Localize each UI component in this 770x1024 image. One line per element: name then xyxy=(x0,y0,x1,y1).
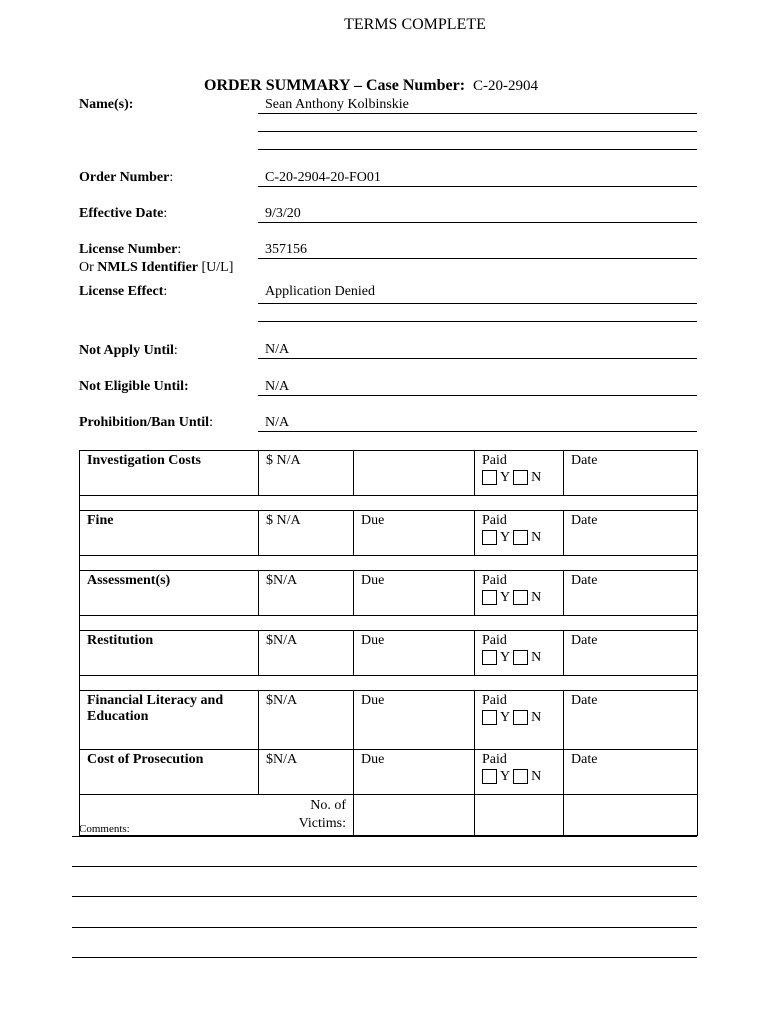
paid-yes-checkbox[interactable] xyxy=(482,769,497,784)
paid-no-checkbox[interactable] xyxy=(513,710,528,725)
row-date: Date xyxy=(564,571,698,616)
paid-no-checkbox[interactable] xyxy=(513,470,528,485)
table-spacer-row xyxy=(80,676,698,691)
paid-no-label: N xyxy=(531,769,542,784)
paid-yes-label: Y xyxy=(500,769,510,784)
table-spacer-row xyxy=(80,556,698,571)
table-row xyxy=(80,451,698,496)
row-due: Due xyxy=(354,631,475,676)
paid-no-label: N xyxy=(531,710,542,725)
financial-table xyxy=(79,450,698,836)
not-apply-label: Not Apply Until: xyxy=(79,343,178,358)
paid-options xyxy=(482,650,556,666)
row-paid xyxy=(475,451,564,496)
row-paid xyxy=(475,571,564,616)
row-name: Fine xyxy=(80,511,259,556)
row-amount: $N/A xyxy=(259,750,354,795)
paid-no-checkbox[interactable] xyxy=(513,590,528,605)
victims-empty-cell xyxy=(475,795,564,836)
paid-no-label: N xyxy=(531,590,542,605)
paid-no-label: N xyxy=(531,530,542,545)
table-row xyxy=(80,511,698,556)
paid-options xyxy=(482,470,556,486)
paid-yes-label: Y xyxy=(500,530,510,545)
paid-no-label: N xyxy=(531,650,542,665)
paid-label: Paid xyxy=(482,573,507,588)
comments-label: Comments: xyxy=(79,823,130,835)
comments-line-5[interactable] xyxy=(72,957,697,958)
row-name: Investigation Costs xyxy=(80,451,259,496)
effective-date-line xyxy=(258,222,697,223)
row-name: Financial Literacy and Education xyxy=(80,691,259,750)
row-due: Due xyxy=(354,691,475,750)
prohibition-value: N/A xyxy=(265,415,290,430)
row-paid xyxy=(475,691,564,750)
paid-options xyxy=(482,530,556,546)
row-paid xyxy=(475,750,564,795)
table-spacer-row xyxy=(80,496,698,511)
license-effect-line-2 xyxy=(258,321,697,322)
paid-no-checkbox[interactable] xyxy=(513,650,528,665)
paid-label: Paid xyxy=(482,453,507,468)
spacer-cell xyxy=(80,616,698,631)
victims-row xyxy=(80,795,698,836)
row-amount: $ N/A xyxy=(259,511,354,556)
paid-options xyxy=(482,710,556,726)
row-amount: $N/A xyxy=(259,571,354,616)
names-line-1 xyxy=(258,113,697,114)
victims-count-cell[interactable] xyxy=(354,795,475,836)
names-line-2 xyxy=(258,131,697,132)
order-number-label: Order Number: xyxy=(79,170,174,185)
table-row xyxy=(80,571,698,616)
prohibition-line xyxy=(258,431,697,432)
paid-yes-label: Y xyxy=(500,470,510,485)
paid-yes-checkbox[interactable] xyxy=(482,590,497,605)
paid-no-checkbox[interactable] xyxy=(513,769,528,784)
row-due: Due xyxy=(354,750,475,795)
license-effect-label: License Effect: xyxy=(79,284,168,299)
row-amount: $N/A xyxy=(259,631,354,676)
row-date: Date xyxy=(564,750,698,795)
row-date: Date xyxy=(564,451,698,496)
title-text: ORDER SUMMARY – Case Number: xyxy=(204,77,466,94)
row-due: Due xyxy=(354,571,475,616)
table-row xyxy=(80,691,698,750)
prohibition-label: Prohibition/Ban Until: xyxy=(79,415,213,430)
table-row xyxy=(80,750,698,795)
table-row xyxy=(80,631,698,676)
row-date: Date xyxy=(564,511,698,556)
row-due xyxy=(354,451,475,496)
order-number-value: C-20-2904-20-FO01 xyxy=(265,170,381,185)
paid-yes-label: Y xyxy=(500,590,510,605)
paid-label: Paid xyxy=(482,752,507,767)
paid-yes-checkbox[interactable] xyxy=(482,710,497,725)
not-eligible-value: N/A xyxy=(265,379,290,394)
row-amount: $N/A xyxy=(259,691,354,750)
paid-options xyxy=(482,769,556,785)
victims-label: No. of Victims: xyxy=(80,795,354,836)
spacer-cell xyxy=(80,676,698,691)
spacer-cell xyxy=(80,496,698,511)
nmls-label: Or NMLS Identifier [U/L] xyxy=(79,260,234,275)
paid-label: Paid xyxy=(482,693,507,708)
license-number-value: 357156 xyxy=(265,242,307,257)
license-number-line xyxy=(258,258,697,259)
not-apply-value: N/A xyxy=(265,342,290,357)
paid-no-label: N xyxy=(531,470,542,485)
spacer-cell xyxy=(80,556,698,571)
license-effect-value: Application Denied xyxy=(265,284,376,299)
not-eligible-label: Not Eligible Until: xyxy=(79,379,189,394)
row-paid xyxy=(475,631,564,676)
row-due: Due xyxy=(354,511,475,556)
comments-line-1[interactable] xyxy=(72,836,697,837)
page-header: TERMS COMPLETE xyxy=(344,16,486,33)
row-date: Date xyxy=(564,691,698,750)
paid-yes-label: Y xyxy=(500,710,510,725)
row-date: Date xyxy=(564,631,698,676)
comments-line-4[interactable] xyxy=(72,927,697,928)
victims-empty-cell xyxy=(564,795,698,836)
paid-yes-checkbox[interactable] xyxy=(482,470,497,485)
names-line-3 xyxy=(258,149,697,150)
paid-yes-checkbox[interactable] xyxy=(482,650,497,665)
effective-date-value: 9/3/20 xyxy=(265,206,301,221)
case-number: C-20-2904 xyxy=(473,78,539,94)
table-spacer-row xyxy=(80,616,698,631)
not-apply-line xyxy=(258,358,697,359)
paid-no-checkbox[interactable] xyxy=(513,530,528,545)
row-name: Assessment(s) xyxy=(80,571,259,616)
license-number-label: License Number: xyxy=(79,242,182,257)
row-amount: $ N/A xyxy=(259,451,354,496)
page-title xyxy=(204,77,538,95)
license-effect-line-1 xyxy=(258,303,697,304)
row-name: Cost of Prosecution xyxy=(80,750,259,795)
names-label: Name(s): xyxy=(79,97,134,112)
paid-options xyxy=(482,590,556,606)
order-number-line xyxy=(258,186,697,187)
paid-yes-label: Y xyxy=(500,650,510,665)
effective-date-label: Effective Date: xyxy=(79,206,168,221)
not-eligible-line xyxy=(258,395,697,396)
paid-label: Paid xyxy=(482,633,507,648)
row-name: Restitution xyxy=(80,631,259,676)
paid-label: Paid xyxy=(482,513,507,528)
paid-yes-checkbox[interactable] xyxy=(482,530,497,545)
row-paid xyxy=(475,511,564,556)
comments-line-2[interactable] xyxy=(72,866,697,867)
comments-line-3[interactable] xyxy=(72,896,697,897)
names-value: Sean Anthony Kolbinskie xyxy=(265,97,409,112)
